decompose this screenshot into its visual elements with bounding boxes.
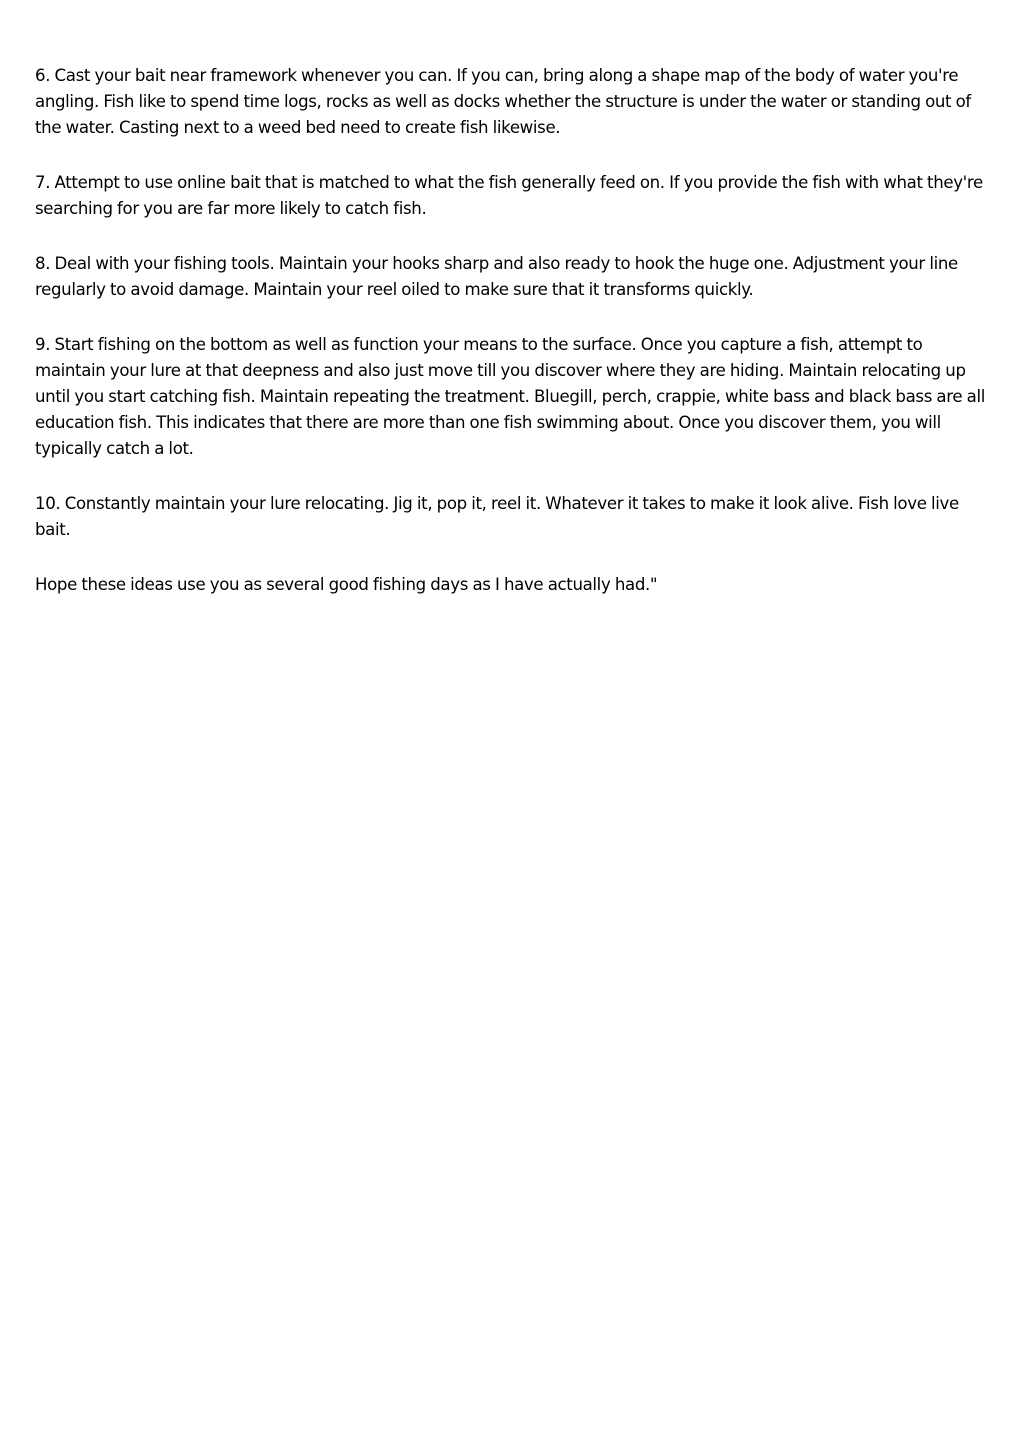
paragraph-tip-8: 8. Deal with your fishing tools. Maintain your hooks sharp and also ready to hook the huge one. Adjustment your line regularly to avoid damage. Maintain your reel oiled to make sure that it transforms quickly. xyxy=(35,254,958,299)
paragraph-tip-6: 6. Cast your bait near framework whenever you can. If you can, bring along a shape map of the body of water you're angling. Fish like to spend time logs, rocks as well as docks whether the structure is under the water or standing out of the water. Casting next to a weed bed need to create fish likewise. xyxy=(35,66,971,137)
document-page xyxy=(35,63,990,627)
paragraph-tip-7: 7. Attempt to use online bait that is matched to what the fish generally feed on. If you provide the fish with what they're searching for you are far more likely to catch fish. xyxy=(35,173,983,218)
paragraph-closing: Hope these ideas use you as several good fishing days as I have actually had." xyxy=(35,575,658,594)
paragraph-tip-10: 10. Constantly maintain your lure relocating. Jig it, pop it, reel it. Whatever it takes to make it look alive. Fish love live bait. xyxy=(35,494,959,539)
paragraph-tip-9: 9. Start fishing on the bottom as well as function your means to the surface. Once you capture a fish, attempt to maintain your lure at that deepness and also just move till you discover where they are hiding. Maintain relocating up until you start catching fish. Maintain repeating the treatment. Bluegill, perch, crappie, white bass and black bass are all education fish. This indicates that there are more than one fish swimming about. Once you discover them, you will typically catch a lot. xyxy=(35,335,985,458)
